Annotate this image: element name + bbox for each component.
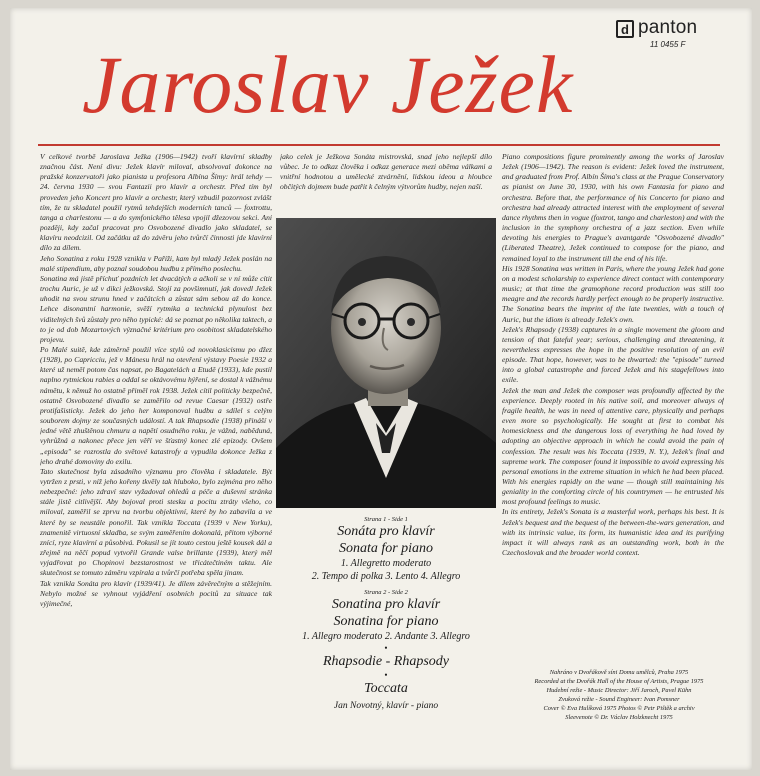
liner-paragraph: jako celek je Ježkova Sonáta mistrovská, snad jeho nejlepší dílo vůbec. Je to odkaz člověka i odkaz generace mezi oběma válkami a vnitřní hodnotou a umělecké ztvárnění, lidskou ideou a hloubce občitých dojmem bude patřit k čelným výtvorům hudby, nejen naší. — [280, 152, 492, 192]
separator-bullet: • — [384, 670, 388, 680]
side-2-movements: 1. Allegro moderato 2. Andante 3. Allegro — [302, 631, 470, 642]
side-2-rhapsody: Rhapsodie - Rhapsody — [323, 654, 449, 669]
credit-line: Zvuková režie - Sound Engineer: Ivan Pomsner — [558, 696, 680, 703]
tracklist — [276, 514, 496, 711]
liner-paragraph: V celkové tvorbě Jaroslava Ježka (1906—1942) tvoří klavírní skladby značnou část. Není divu: Ježek klavír miloval, absolvoval dokonce na pražské konzervatoři jako pianista u profesora Albína Šímy: hrál tehdy — 24. června 1930 — svou Fantazii pro klavír a orchestr. Před tím byl proveden jeho Koncert pro klavír a orchestr, který vzbudil pozornost zvlášť tím, že tu skladatel použil rytmů tehdejších moderních tanců — foxtrottu, tanga a charlestonu — a do symfonického tělesa vpojil džezovou sekci. Ani později, kdy začal pracovat pro Osvobozené divadlo jako skladatel, se klavíru neodcizil. Od začátku až do závěru jeho tvůrčí činnosti jde klavírní dílo za dílem. — [40, 152, 272, 253]
catalog-number: 11 0455 F — [650, 40, 686, 49]
credit-line: Sleevenote © Dr. Václav Holzknecht 1975 — [565, 714, 673, 721]
composer-portrait-photo — [276, 218, 496, 508]
logo-letter: d — [621, 21, 629, 37]
panton-logo-icon — [616, 20, 634, 38]
credit-line: Cover © Eva Hulíková 1975 Photos © Petr Pištěk a archiv — [543, 705, 695, 712]
side-1-work-en: Sonata for piano — [338, 541, 434, 556]
liner-notes-english — [502, 152, 724, 672]
side-2-work-en: Sonatina for piano — [333, 614, 439, 629]
side-1-movements: 2. Tempo di polka 3. Lento 4. Allegro — [311, 571, 461, 582]
side-1-movements: 1. Allegretto moderato — [340, 558, 432, 569]
liner-paragraph: Po Malé suitě, kde záměrně použil více stylů od novoklasicismu po džez (1928), po Capricciu, jež v Mánesu hrál na otevření výstavy Poesie 1932 a které už neměl potom čas napsat, po Bagatelách a Etudě (1933), kde pustil naplno rytmickou rabies a oddal se oktávovému hýření, se dostal k vážnému námětu, k němuž ho ostatně přiměl rok 1938. Ježek cítil politicky bezpečně, ostatně Osvobozené divadlo se zaměřilo od revue Caesar (1932) ostře protifašisticky. Ježek do jeho her komponoval hudbu a sdílel s celým souborem dojmy ze současných událostí. A tak Rhapsodie (1938) přináší v jedné větě zhuštěnou chmuru a napětí osudného roku, je vážná, naběduná, vyhrůžná a nakonec přece jen věří ve šťastný konec zlé epizody. Ovšem „episoda" se rozrostla do světové katastrofy a vypudila dokonce Ježka z jeho drahé domoviny do exilu. — [40, 344, 272, 466]
liner-paragraph: Jeho Sonatina z roku 1928 vznikla v Paříži, kam byl mladý Ježek poslán na malé stipendium, aby poznal soudobou hudbu z přímého poslechu. — [40, 253, 272, 273]
side-2-label: Strana 2 - Side 2 — [364, 589, 408, 596]
side-1-label: Strana 1 - Side 1 — [364, 516, 408, 523]
portrait-illustration — [276, 218, 496, 508]
separator-bullet: • — [384, 643, 388, 653]
liner-paragraph: Piano compositions figure prominently among the works of Jaroslav Ježek (1906—1942). The reason is evident: Ježek loved the instrument, and graduated from Prof. Albín Šíma's class at the Prague Conservatory as pianist on June 30, 1930, with his own Fantasia for piano and orchestra. Before that, the performance of his Concerto for piano and orchestra had already attracted interest with the employment of several dance rhythms then in vogue (foxtrot, tango and charleston) and with the inclusion in the symphony orchestra of a jazz section. Even while devoting his energies to Prague's avantgarde "Osvobozené divadlo" (Liberated Theatre), Ježek continued to compose for the piano, and remained loyal to the instrument till the end of his life. — [502, 152, 724, 263]
album-title: Jaroslav Ježek — [82, 39, 574, 130]
recording-credits — [520, 668, 718, 722]
credit-line: Recorded at the Dvořák Hall of the House of Artists, Prague 1975 — [534, 678, 704, 685]
liner-paragraph: Tato skutečnost byla zásadního významu pro člověka i skladatele. Být vytržen z prsti, v níž jeho kořeny tkvěly tak hluboko, bylo zejména pro něho nebezpečné: jeho zdraví stav vyžadoval ohledů a péče a duševní stránka stále jistě citlivější. Aby bojoval proti stesku a pocitu ztráty všeho, co miloval, zaměřil se zprvu na tvorbu objektivní, které by ho zabavila a ve které by se neustále ponořil. Tak vznikla Toccata (1939 v New Yorku), znamenitě virtuosní skladba, se svým zaměřením dokonalá, přitom výborné znící, ryze klavírní a působivá. Pokusil se jít touto cestou ještě kousek dál a zřejmě na něčí popud vytvořil Grande valse brillante (1939), který měl vyjadřovat po Chopinovi bezstarostnost ve třicátečtiném taktu. Ale skutečnost se tomuto záměru vzpírala a tvůrčí potřeba spěla jinam. — [40, 466, 272, 578]
label-name: panton — [638, 17, 698, 38]
liner-paragraph: Ježek's Rhapsody (1938) captures in a single movement the gloom and tension of that fateful year; serious, challenging and threatening, it nevertheless expresses the hope in the positive resolution of an evil episode. That hope, however, was to be thwarted: the "episode" turned into a global catastrophe and forced Ježek and his stagefellows into exile. — [502, 324, 724, 385]
liner-notes-czech-continued — [280, 152, 492, 212]
credit-line: Nahráno v Dvořákově síni Domu umělců, Praha 1975 — [549, 669, 689, 676]
side-2-toccata: Toccata — [364, 681, 408, 696]
liner-paragraph: Ježek the man and Ježek the composer was profoundly affected by the experience. Deeply rooted in his native soil, and moreover always of fragile health, he was in need of attentive care, physically and perhaps even more so psychologically. He sought at first to combat his homesickness and the dangerous loss of everything he had loved by adopting an objective approach in which he could avoid the pain of confession. The result was his Toccata (1939, N. Y.), Ježek's final and supreme work. The composer found it impossible to avoid expressing his personal emotions in the extreme situation in which he had been placed. With his energies rapidly on the wane — though still maintaining his geniality in the comforting circle of his countrymen — he entrusted his most profound feelings to music. — [502, 385, 724, 507]
liner-paragraph: His 1928 Sonatina was written in Paris, where the young Ježek had gone on a modest scholarship to experience direct contact with contemporary music; at that time the gramophone record production was still too meagre and the records hardly perfect enough to be properly instructive. The Sonatina bears the imprint of the late twenties, with a touch of Auric, but the idiom is already Ježek's own. — [502, 263, 724, 324]
liner-notes-czech — [40, 152, 272, 752]
credit-line: Hudební režie - Music Director: Jiří Jaroch, Pavel Kühn — [546, 687, 692, 694]
side-2-work-cz: Sonatina pro klavír — [331, 597, 441, 612]
title-divider — [38, 144, 720, 146]
performer: Jan Novotný, klavír - piano — [333, 701, 439, 711]
side-1-work-cz: Sonáta pro klavír — [337, 524, 435, 539]
liner-paragraph: In its entirety, Ježek's Sonata is a masterful work, perhaps his best. It is Ježek's bequest and the bequest of the between-the-wars generation, and with its intrinsic value, its form, its humanistic idea and its purifying impact it will always rank as an outstanding work, both in the Czechoslovak and the broader world context. — [502, 507, 724, 558]
liner-paragraph: Sonatina má jistě příchuť pozdních let dvacátých a ačkoli se v ní může cítit trochu Auric, je už v dikci ježkovská. Stojí za povšimnutí, jak dovedl Ježek uhodit na svou strunu hned v začátcích a zůstat sám sebou až do konce. Lehce disonantní harmonie, svěží rytmika a technická plynulost bez viditelných švů zůstaly pro něho typické: dá se poznat po několika taktech, a to je od dob Mozartových význačné kritérium pro osobitost skladatelského projevu. — [40, 273, 272, 344]
liner-paragraph: Tak vznikla Sonáta pro klavír (1939/41). Je dílem závěrečným a stěžejním. Nebylo možné se vyhnout vyjádření osobních pocitů za situace tak výjimečné, — [40, 578, 272, 608]
